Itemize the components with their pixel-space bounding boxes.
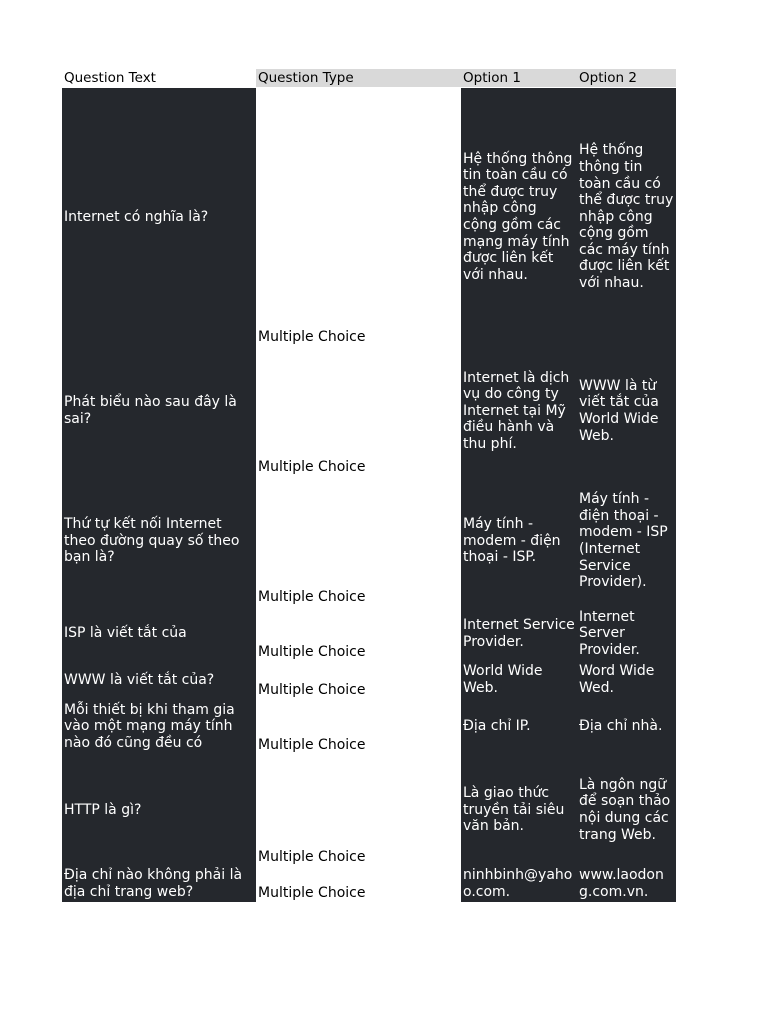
header-option-2: Option 2: [577, 69, 676, 87]
option2-cell: Word Wide Wed.: [579, 663, 655, 696]
header-question-type: Question Type: [256, 69, 461, 87]
question-cell: Mỗi thiết bị khi tham gia vào một mạng máy tính nào đó cũng đều có: [64, 701, 235, 751]
option2-cell: Internet Server Provider.: [579, 608, 640, 658]
question-cell: ISP là viết tắt của: [64, 625, 187, 642]
question-cell: HTTP là gì?: [64, 801, 142, 818]
option2-cell: Địa chỉ nhà.: [579, 718, 663, 735]
header-question-text: Question Text: [64, 70, 156, 86]
option2-cell: www.laodong.com.vn.: [579, 867, 664, 900]
option1-cell: ninhbinh@yahoo.com.: [463, 867, 573, 900]
option2-cell: Hệ thống thông tin toàn cầu có thể được truy nhập công cộng gồm các máy tính được liên kết với nhau.: [579, 142, 674, 292]
question-cell: Internet có nghĩa là?: [64, 208, 209, 225]
option1-cell: Internet Service Provider.: [463, 616, 575, 650]
type-cell: Multiple Choice: [258, 329, 366, 346]
option1-cell: Máy tính - modem - điện thoại - ISP.: [463, 516, 561, 566]
type-cell: Multiple Choice: [258, 849, 366, 866]
type-cell: Multiple Choice: [258, 885, 366, 902]
type-cell: Multiple Choice: [258, 589, 366, 606]
header-option-1: Option 1: [461, 69, 577, 87]
option1-cell: Là giao thức truyền tải siêu văn bản.: [463, 785, 565, 835]
option2-cell: Là ngôn ngữ để soạn thảo nội dung các trang Web.: [579, 776, 671, 843]
question-cell: Thứ tự kết nối Internet theo đường quay số theo bạn là?: [64, 516, 240, 566]
option1-cell: Hệ thống thông tin toàn cầu có thể được truy nhập công cộng gồm các mạng máy tính được liên kết với nhau.: [463, 150, 573, 283]
option1-cell: World Wide Web.: [463, 663, 543, 696]
type-cell: Multiple Choice: [258, 459, 366, 476]
option2-cell: WWW là từ viết tắt của World Wide Web.: [579, 377, 659, 444]
type-cell: Multiple Choice: [258, 737, 366, 754]
option2-cell: Máy tính - điện thoại - modem - ISP (Internet Service Provider).: [579, 491, 668, 591]
option1-cell: Địa chỉ IP.: [463, 718, 531, 735]
question-cell: WWW là viết tắt của?: [64, 671, 215, 688]
question-cell: Địa chỉ nào không phải là địa chỉ trang web?: [64, 867, 243, 900]
option1-cell: Internet là dịch vụ do công ty Internet tại Mỹ điều hành và thu phí.: [463, 369, 570, 452]
type-cell: Multiple Choice: [258, 644, 366, 661]
type-cell: Multiple Choice: [258, 682, 366, 699]
question-cell: Phát biểu nào sau đây là sai?: [64, 394, 237, 427]
